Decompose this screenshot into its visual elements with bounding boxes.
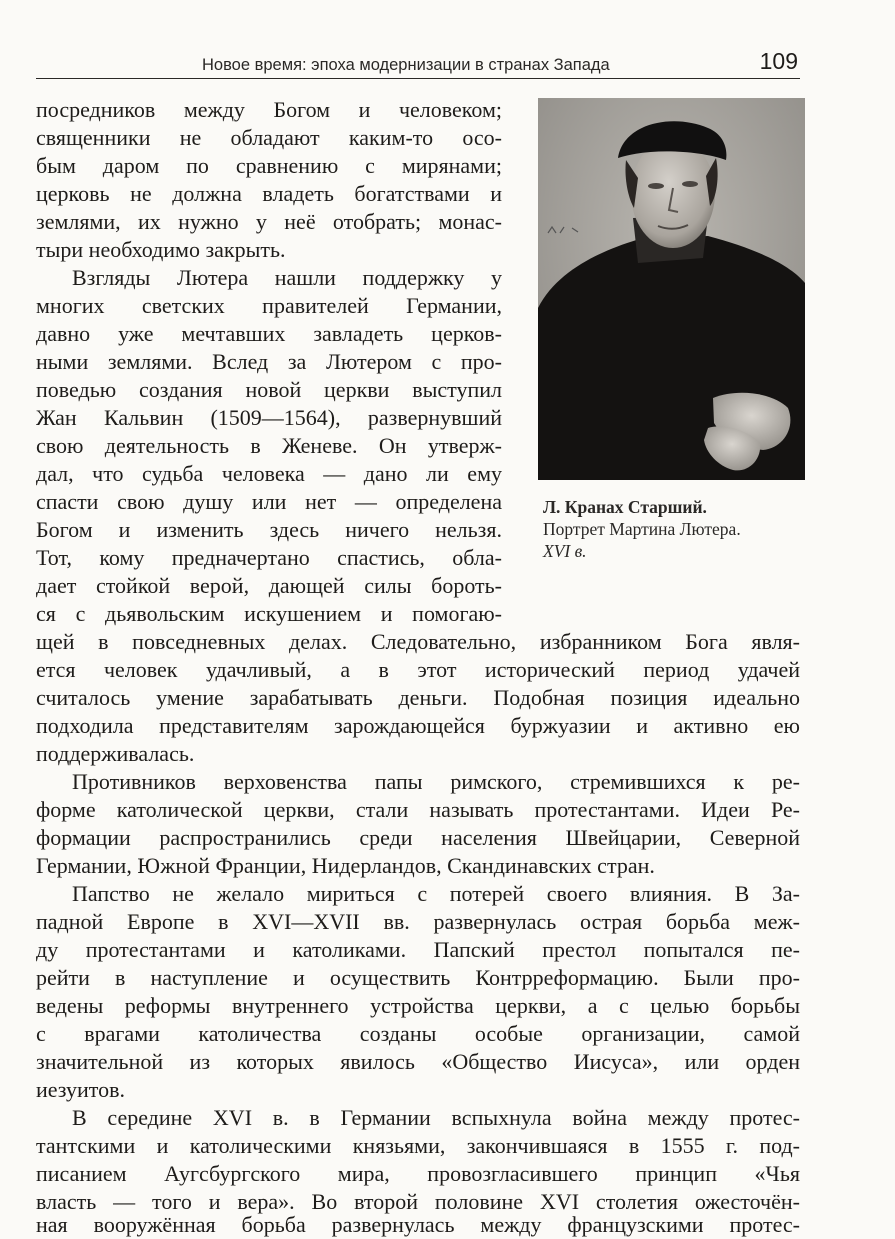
text-line: церковь не должна владеть богатствами и: [36, 181, 502, 206]
text-line: тыри необходимо закрыть.: [36, 237, 286, 262]
text-line: щей в повседневных делах. Следовательно, избранником Бога явля-: [36, 629, 800, 654]
text-line: рейти в наступление и осуществить Контрреформацию. Были про-: [36, 965, 800, 990]
text-line: падной Европе в XVI—XVII вв. развернулась острая борьба меж-: [36, 909, 800, 934]
header-rule: [36, 78, 800, 79]
caption-date: XVI в.: [543, 541, 587, 561]
running-head: Новое время: эпоха модернизации в странах Запада: [202, 56, 610, 74]
page-header: [36, 48, 800, 80]
text-line: ная вооружённая борьба развернулась между французскими протес-: [36, 1212, 800, 1237]
text-line: Противников верховенства папы римского, стремившихся к ре-: [72, 769, 800, 794]
text-line: ду протестантами и католиками. Папский престол попытался пе-: [36, 937, 800, 962]
text-line: свою деятельность в Женеве. Он утверж-: [36, 433, 502, 458]
caption-title: Портрет Мартина Лютера.: [543, 519, 741, 539]
text-line: власть — того и вера». Во второй половине XVI столетия ожесточён-: [36, 1189, 800, 1214]
text-line: Богом и изменить здесь ничего нельзя.: [36, 517, 502, 542]
text-line: Папство не желало мириться с потерей своего влияния. В За-: [72, 881, 800, 906]
text-line: считалось умение зарабатывать деньги. Подобная позиция идеально: [36, 685, 800, 710]
text-line: землями, их нужно у неё отобрать; монас-: [36, 209, 502, 234]
text-line: бым даром по сравнению с мирянами;: [36, 153, 502, 178]
text-line: формации распространились среди населения Швейцарии, Северной: [36, 825, 800, 850]
text-line: иезуитов.: [36, 1077, 126, 1102]
text-line: спасти свою душу или нет — определена: [36, 489, 502, 514]
text-line: Тот, кому предначертано спастись, обла-: [36, 545, 502, 570]
text-line: ведены реформы внутреннего устройства церкви, а с целью борьбы: [36, 993, 800, 1018]
text-line: давно уже мечтавших завладеть церков-: [36, 321, 502, 346]
text-line: с врагами католичества созданы особые организации, самой: [36, 1021, 800, 1046]
text-line: ся с дьявольским искушением и помогаю-: [36, 601, 502, 626]
figure-caption: [543, 496, 803, 562]
luther-portrait: [538, 98, 805, 480]
text-line: значительной из которых явилось «Общество Иисуса», или орден: [36, 1049, 800, 1074]
text-line: поведью создания новой церкви выступил: [36, 377, 502, 402]
text-line: священники не обладают каким-то осо-: [36, 125, 502, 150]
text-line: ется человек удачливый, а в этот исторический период удачей: [36, 657, 800, 682]
text-line: подходила представителям зарождающейся буржуазии и активно ею: [36, 713, 800, 738]
text-line: форме католической церкви, стали называть протестантами. Идеи Ре-: [36, 797, 800, 822]
text-line: дал, что судьба человека — дано ли ему: [36, 461, 502, 486]
caption-author: Л. Кранах Старший.: [543, 497, 707, 517]
page-number: 109: [759, 48, 798, 74]
text-line: Германии, Южной Франции, Нидерландов, Скандинавских стран.: [36, 853, 655, 878]
text-line: тантскими и католическими князьями, закончившаяся в 1555 г. под-: [36, 1133, 800, 1158]
text-line: В середине XVI в. в Германии вспыхнула война между протес-: [72, 1105, 800, 1130]
text-line: Жан Кальвин (1509—1564), развернувший: [36, 405, 502, 430]
text-line: писанием Аугсбургского мира, провозгласившего принцип «Чья: [36, 1161, 800, 1186]
text-line: Взгляды Лютера нашли поддержку у: [72, 265, 502, 290]
text-line: многих светских правителей Германии,: [36, 293, 502, 318]
text-line: ными землями. Вслед за Лютером с про-: [36, 349, 502, 374]
text-line: поддерживалась.: [36, 741, 195, 766]
text-line: дает стойкой верой, дающей силы бороть-: [36, 573, 502, 598]
text-line: посредников между Богом и человеком;: [36, 97, 502, 122]
